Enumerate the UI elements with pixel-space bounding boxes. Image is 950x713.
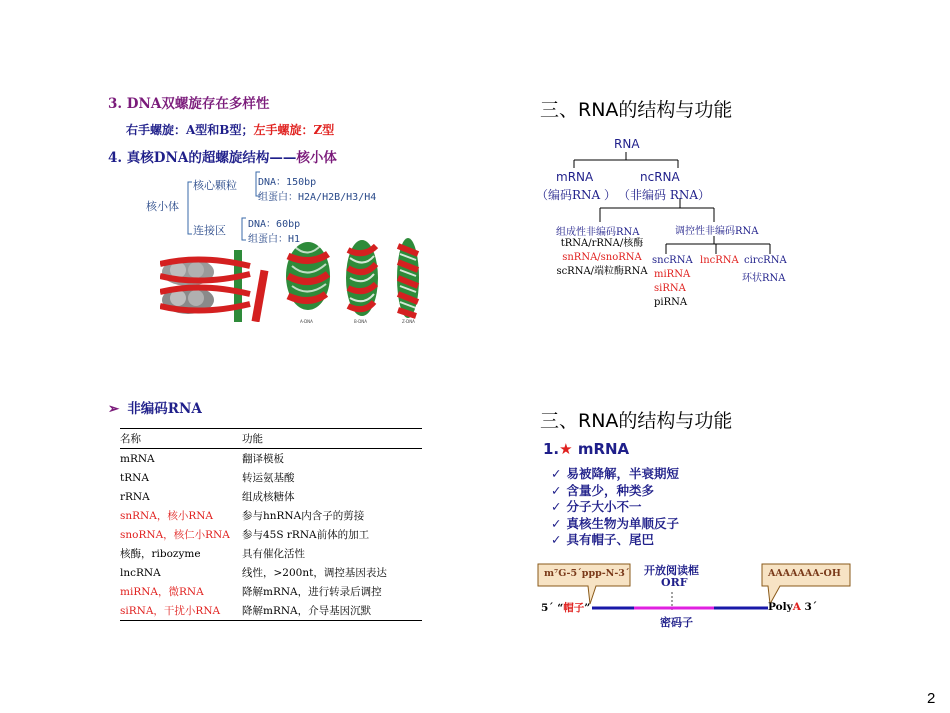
- column-header-function: 功能: [242, 429, 422, 449]
- b-dna-label: B-DNA: [354, 319, 367, 324]
- noncoding-rna-table: [120, 428, 422, 621]
- left-handed-helix: 左手螺旋：Z型: [253, 123, 335, 137]
- orf-label-en: ORF: [661, 576, 688, 589]
- structural-ncrna-title: 组成性非编码RNA: [556, 227, 640, 238]
- z-dna-label: Z-DNA: [402, 319, 415, 324]
- lncrna-node: lncRNA: [700, 255, 739, 266]
- mrna-feature-list: [551, 464, 679, 547]
- structural-item: tRNA/rRNA/核酶: [560, 238, 644, 249]
- cap-structure-label: m⁷G-5´ppp-N-3´: [544, 568, 630, 579]
- table-header-row: [120, 429, 422, 449]
- nucleosome-label: 核小体: [146, 200, 179, 213]
- right-handed-helix: 右手螺旋：A型和B型；: [126, 123, 254, 137]
- mrna-node: mRNA: [556, 170, 594, 184]
- table-row: lncRNA 线性，>200nt，调控基因表达: [120, 566, 387, 579]
- page-number: 2: [927, 690, 936, 707]
- table-row: 核酶，ribozyme 具有催化活性: [120, 548, 305, 560]
- z-dna-model: [397, 238, 419, 318]
- a-dna-label: A-DNA: [300, 319, 313, 324]
- mrna-subheading: 1.★ mRNA: [543, 440, 630, 458]
- list-item: ✓ 易被降解，半衰期短: [551, 466, 679, 481]
- structural-item: scRNA/端粒酶RNA: [556, 266, 648, 277]
- b-dna-model: [346, 240, 378, 316]
- linker-label: 连接区: [193, 224, 226, 237]
- codon-label: 密码子: [660, 616, 693, 629]
- a-dna-model: [286, 242, 330, 310]
- dna-diversity-heading: 3. DNA双螺旋存在多样性: [108, 96, 270, 112]
- linker-dna-length: DNA：60bp: [248, 219, 301, 230]
- checkmark-icon: ✓: [551, 515, 562, 531]
- sncrna-item: siRNA: [654, 283, 686, 294]
- sncrna-node: sncRNA: [652, 255, 693, 266]
- core-particle-label: 核心颗粒: [193, 179, 237, 192]
- linker-histone: 组蛋白：H1: [248, 234, 301, 245]
- helix-types-line: [126, 121, 334, 138]
- table-row: snoRNA，核仁小RNA 参与45S rRNA前体的加工: [120, 529, 370, 541]
- list-item: ✓ 具有帽子、尾巴: [551, 532, 654, 547]
- checkmark-icon: ✓: [551, 466, 562, 481]
- column-header-name: 名称: [120, 429, 242, 449]
- table-row: snRNA，核小RNA 参与hnRNA内含子的剪接: [120, 510, 365, 522]
- noncoding-rna-heading: ➢ 非编码RNA: [108, 401, 202, 417]
- structural-item: snRNA/snoRNA: [562, 252, 642, 263]
- ncrna-node: ncRNA: [640, 170, 680, 184]
- three-prime-polya-label: PolyA 3´: [768, 601, 818, 613]
- orf-label-cn: 开放阅读框: [644, 564, 699, 577]
- table-row: mRNA 翻译模板: [120, 452, 284, 465]
- sncrna-list: [654, 268, 690, 310]
- table-row: siRNA，干扰小RNA 降解mRNA，介导基因沉默: [120, 601, 422, 621]
- table-row: rRNA 组成核糖体: [120, 490, 295, 503]
- structural-ncrna-list: [556, 237, 648, 279]
- arrow-bullet-icon: ➢: [108, 401, 120, 417]
- rna-section-title: 三、RNA的结构与功能: [540, 99, 733, 121]
- star-icon: ★: [559, 440, 573, 458]
- sncrna-item: piRNA: [654, 297, 688, 308]
- sncrna-item: miRNA: [654, 269, 691, 280]
- core-dna-length: DNA：150bp: [258, 177, 317, 188]
- table-row: miRNA，微RNA 降解mRNA，进行转录后调控: [120, 586, 382, 598]
- list-item: ✓ 分子大小不一: [551, 499, 642, 514]
- list-item: ✓ 真核生物为单顺反子: [551, 515, 679, 531]
- checkmark-icon: ✓: [551, 499, 562, 514]
- nucleosome-illustration: [160, 250, 270, 322]
- ncrna-subtitle: （非编码 RNA）: [618, 188, 711, 202]
- regulatory-ncrna-title: 调控性非编码RNA: [675, 226, 759, 237]
- rna-root-node: RNA: [614, 137, 640, 151]
- circrna-node: circRNA: [744, 255, 787, 266]
- rna-section-title-2: 三、RNA的结构与功能: [540, 410, 733, 432]
- checkmark-icon: ✓: [551, 482, 562, 498]
- checkmark-icon: ✓: [551, 532, 562, 547]
- polya-tail-label: AAAAAAA-OH: [768, 568, 841, 579]
- dna-forms-illustration: [280, 236, 430, 324]
- circrna-subtitle: 环状RNA: [742, 273, 786, 284]
- supercoil-heading: 4. 真核DNA的超螺旋结构——核小体: [108, 150, 337, 166]
- list-item: ✓ 含量少，种类多: [551, 482, 654, 498]
- core-histones: 组蛋白：H2A/H2B/H3/H4: [258, 192, 377, 203]
- table-row: tRNA 转运氨基酸: [120, 471, 295, 484]
- mrna-subtitle: （编码RNA ）: [536, 188, 617, 202]
- five-prime-cap-label: 5´ “帽子”: [541, 602, 591, 614]
